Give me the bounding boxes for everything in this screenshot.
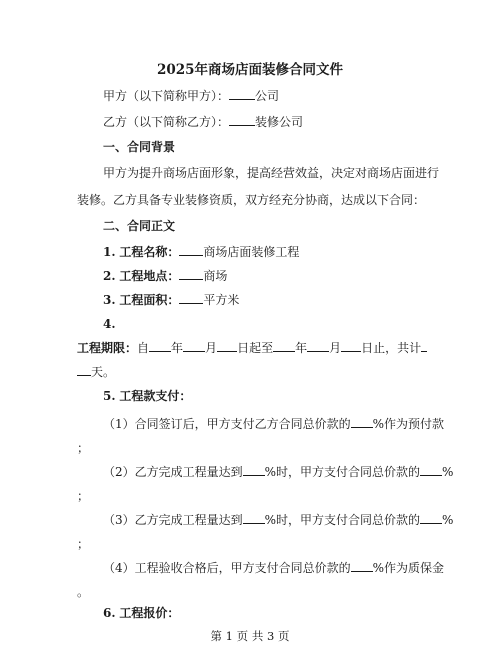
item-3-line [103,292,239,308]
payment-clause-2 [103,464,453,480]
payment-clause-2-tail: ； [77,489,90,503]
payment-clause-2-blank-1 [243,464,265,476]
item-1-label: 工程名称： [119,245,180,259]
item-2-number: 2. [103,269,116,283]
party-b-label: 乙方（以下简称乙方）： [103,115,230,129]
payment-clause-2-end: % [442,465,454,479]
payment-clause-4-tail: 。 [77,585,90,599]
payment-clause-4-text: （4）工程验收合格后，甲方支付合同总价款的 [103,561,351,575]
period-day-start: 日起至 [237,341,274,355]
period-line [77,340,427,356]
period-days: 天。 [91,365,116,379]
payment-clause-1-tail: ； [77,441,90,455]
item-3-number: 3. [103,293,116,307]
period-month-blank [183,340,205,352]
period-year2-blank [273,340,295,352]
payment-clause-1-end: %作为预付款 [372,417,445,431]
quote-heading: 工程报价： [119,606,180,620]
document-title: 2025年商场店面装修合同文件 [156,62,344,78]
period-month2: 月 [329,341,342,355]
section-1-heading: 一、合同背景 [103,140,176,154]
payment-clause-1-blank [351,416,373,428]
party-a-label: 甲方（以下简称甲方）： [103,89,230,103]
period-total-blank [421,340,427,352]
party-b-suffix: 装修公司 [255,115,304,129]
item-3-blank [179,292,203,304]
period-from: 自 [137,341,150,355]
party-b-line [103,114,303,130]
party-b-blank [229,114,255,126]
item-2-label: 工程地点： [119,269,180,283]
item-1-line [103,244,299,260]
party-a-suffix: 公司 [255,89,280,103]
period-day-blank [217,340,237,352]
payment-clause-4 [103,560,444,576]
payment-number: 5. [103,389,116,403]
item-2-line [103,268,227,284]
payment-heading: 工程款支付： [119,389,192,403]
period-days-blank [77,364,91,376]
quote-heading-line [103,605,179,621]
item-1-value: 商场店面装修工程 [203,245,300,259]
payment-clause-3-text: （3）乙方完成工程量达到 [103,513,243,527]
period-year: 年 [171,341,184,355]
item-1-blank [179,244,203,256]
period-day-end: 日止，共计 [361,341,422,355]
payment-clause-3-mid: %时，甲方支付合同总价款的 [264,513,421,527]
period-day2-blank [341,340,361,352]
item-2-blank [179,268,203,280]
item-4-number: 4. [103,317,116,331]
period-month: 月 [205,341,218,355]
page-footer: 第 1 页 共 3 页 [210,629,290,643]
payment-clause-3 [103,512,453,528]
period-year2: 年 [295,341,308,355]
party-a-line [103,88,279,104]
section-2-heading: 二、合同正文 [103,219,176,233]
payment-clause-2-blank-2 [420,464,442,476]
payment-clause-4-end: %作为质保金 [372,561,445,575]
item-1-number: 1. [103,245,116,259]
item-3-value: 平方米 [203,293,240,307]
quote-number: 6. [103,606,116,620]
payment-heading-line [103,388,191,404]
period-label: 工程期限： [77,341,138,355]
period-year-blank [149,340,171,352]
payment-clause-1-text: （1）合同签订后，甲方支付乙方合同总价款的 [103,417,351,431]
payment-clause-3-tail: ； [77,537,90,551]
section-1-para-line-1: 甲方为提升商场店面形象，提高经营效益，决定对商场店面进行 [103,166,440,180]
payment-clause-3-blank-2 [420,512,442,524]
payment-clause-1 [103,416,444,432]
section-1-para-line-2: 装修。乙方具备专业装修资质，双方经充分协商，达成以下合同： [77,193,426,207]
item-3-label: 工程面积： [119,293,180,307]
period-days-line [77,364,115,380]
payment-clause-3-blank-1 [243,512,265,524]
period-month2-blank [307,340,329,352]
party-a-blank [229,88,255,100]
payment-clause-2-text: （2）乙方完成工程量达到 [103,465,243,479]
payment-clause-4-blank [351,560,373,572]
item-2-value: 商场 [203,269,228,283]
payment-clause-2-mid: %时，甲方支付合同总价款的 [264,465,421,479]
payment-clause-3-end: % [442,513,454,527]
